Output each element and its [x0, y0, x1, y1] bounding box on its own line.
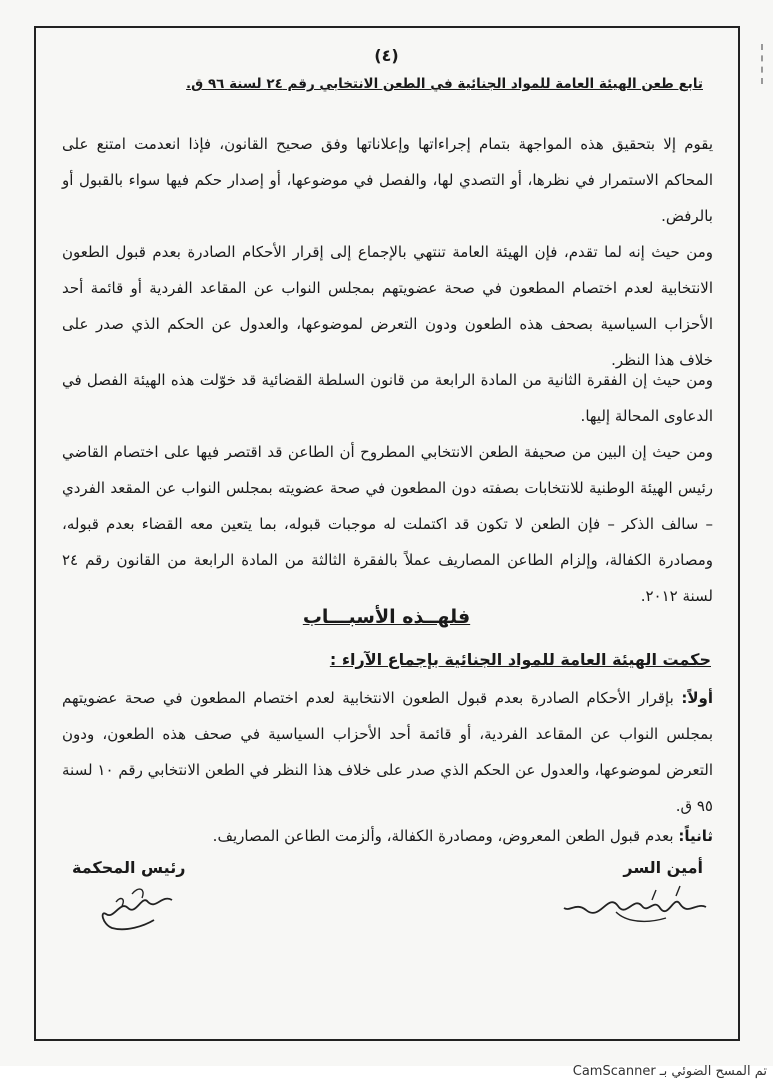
page-number: (٤): [374, 46, 399, 65]
paragraph-4: ومن حيث إن البين من صحيفة الطعن الانتخابي المطروح أن الطاعن قد اقتصر فيها على اختصام القاضي رئيس الهيئة الوطنية للانتخابات بصفته دون المطعون في صحة عضويته بمجلس النواب عن المقعد الفردي – سالف الذكر – فإن الطعن لا تكون قد اكتملت له موجبات قبوله، بما يتعين معه القضاء بعدم قبوله، ومصادرة الكفالة، وإلزام الطاعن المصاريف عملاً بالفقرة الثالثة من المادة الرابعة من القانون رقم ٢٤ لسنة ٢٠١٢.: [62, 443, 713, 605]
ruling-second-text: بعدم قبول الطعن المعروض، ومصادرة الكفالة، وألزمت الطاعن المصاريف.: [212, 827, 674, 845]
president-label: رئيس المحكمة: [72, 858, 186, 877]
ruling-first-label: أولاً:: [681, 689, 713, 707]
ruling-second: [62, 818, 713, 854]
ruling-second-label: ثانياً:: [678, 827, 713, 845]
paragraph-2: ومن حيث إنه لما تقدم، فإن الهيئة العامة تنتهي بالإجماع إلى إقرار الأحكام الصادرة بعدم قبول الطعون الانتخابية لعدم اختصام المطعون في صحة عضويتهم بمجلس النواب عن المقاعد الفردية أو قائمة أحد الأحزاب السياسية بصحف هذه الطعون ودون التعرض لموضوعها، والعدول عن الحكم الذي صدر على خلاف هذا النظر.: [62, 243, 713, 369]
president-signature: [92, 880, 182, 940]
secretary-signature: [556, 882, 716, 937]
ruling-heading: حكمت الهيئة العامة للمواد الجنائية بإجماع الآراء :: [329, 650, 711, 669]
running-header: تابع طعن الهيئة العامة للمواد الجنائية في الطعن الانتخابي رقم ٢٤ لسنة ٩٦ ق.: [186, 76, 703, 92]
ruling-first-text: بإقرار الأحكام الصادرة بعدم قبول الطعون الانتخابية لعدم اختصام المطعون في صحة عضويتهم بمجلس النواب عن المقاعد الفردية، أو قائمة أحد الأحزاب السياسية في صحف هذه الطعون، ودون التعرض لموضوعها، والعدول عن الحكم الذي صدر على خلاف هذا النظر في الطعن الانتخابي رقم ١٠ لسنة ٩٥ ق.: [62, 689, 713, 815]
reasons-heading: فلهــذه الأسبـــاب: [302, 606, 471, 628]
ruling-first: [62, 680, 713, 824]
secretary-label: أمين السر: [623, 858, 703, 877]
scanner-watermark: تم المسح الضوئي بـ CamScanner: [572, 1064, 767, 1079]
paragraph-1: يقوم إلا بتحقيق هذه المواجهة بتمام إجراءاتها وإعلاناتها وفق صحيح القانون، فإذا انعدمت امتنع على المحاكم الاستمرار في نظرها، أو التصدي لها، والفصل في موضوعها، أو إصدار حكم فيها سواء بالقبول أو بالرفض.: [62, 135, 713, 225]
paragraph-3: ومن حيث إن الفقرة الثانية من المادة الرابعة من قانون السلطة القضائية قد خوّلت هذه الهيئة الفصل في الدعاوى المحالة إليها.: [62, 371, 713, 425]
